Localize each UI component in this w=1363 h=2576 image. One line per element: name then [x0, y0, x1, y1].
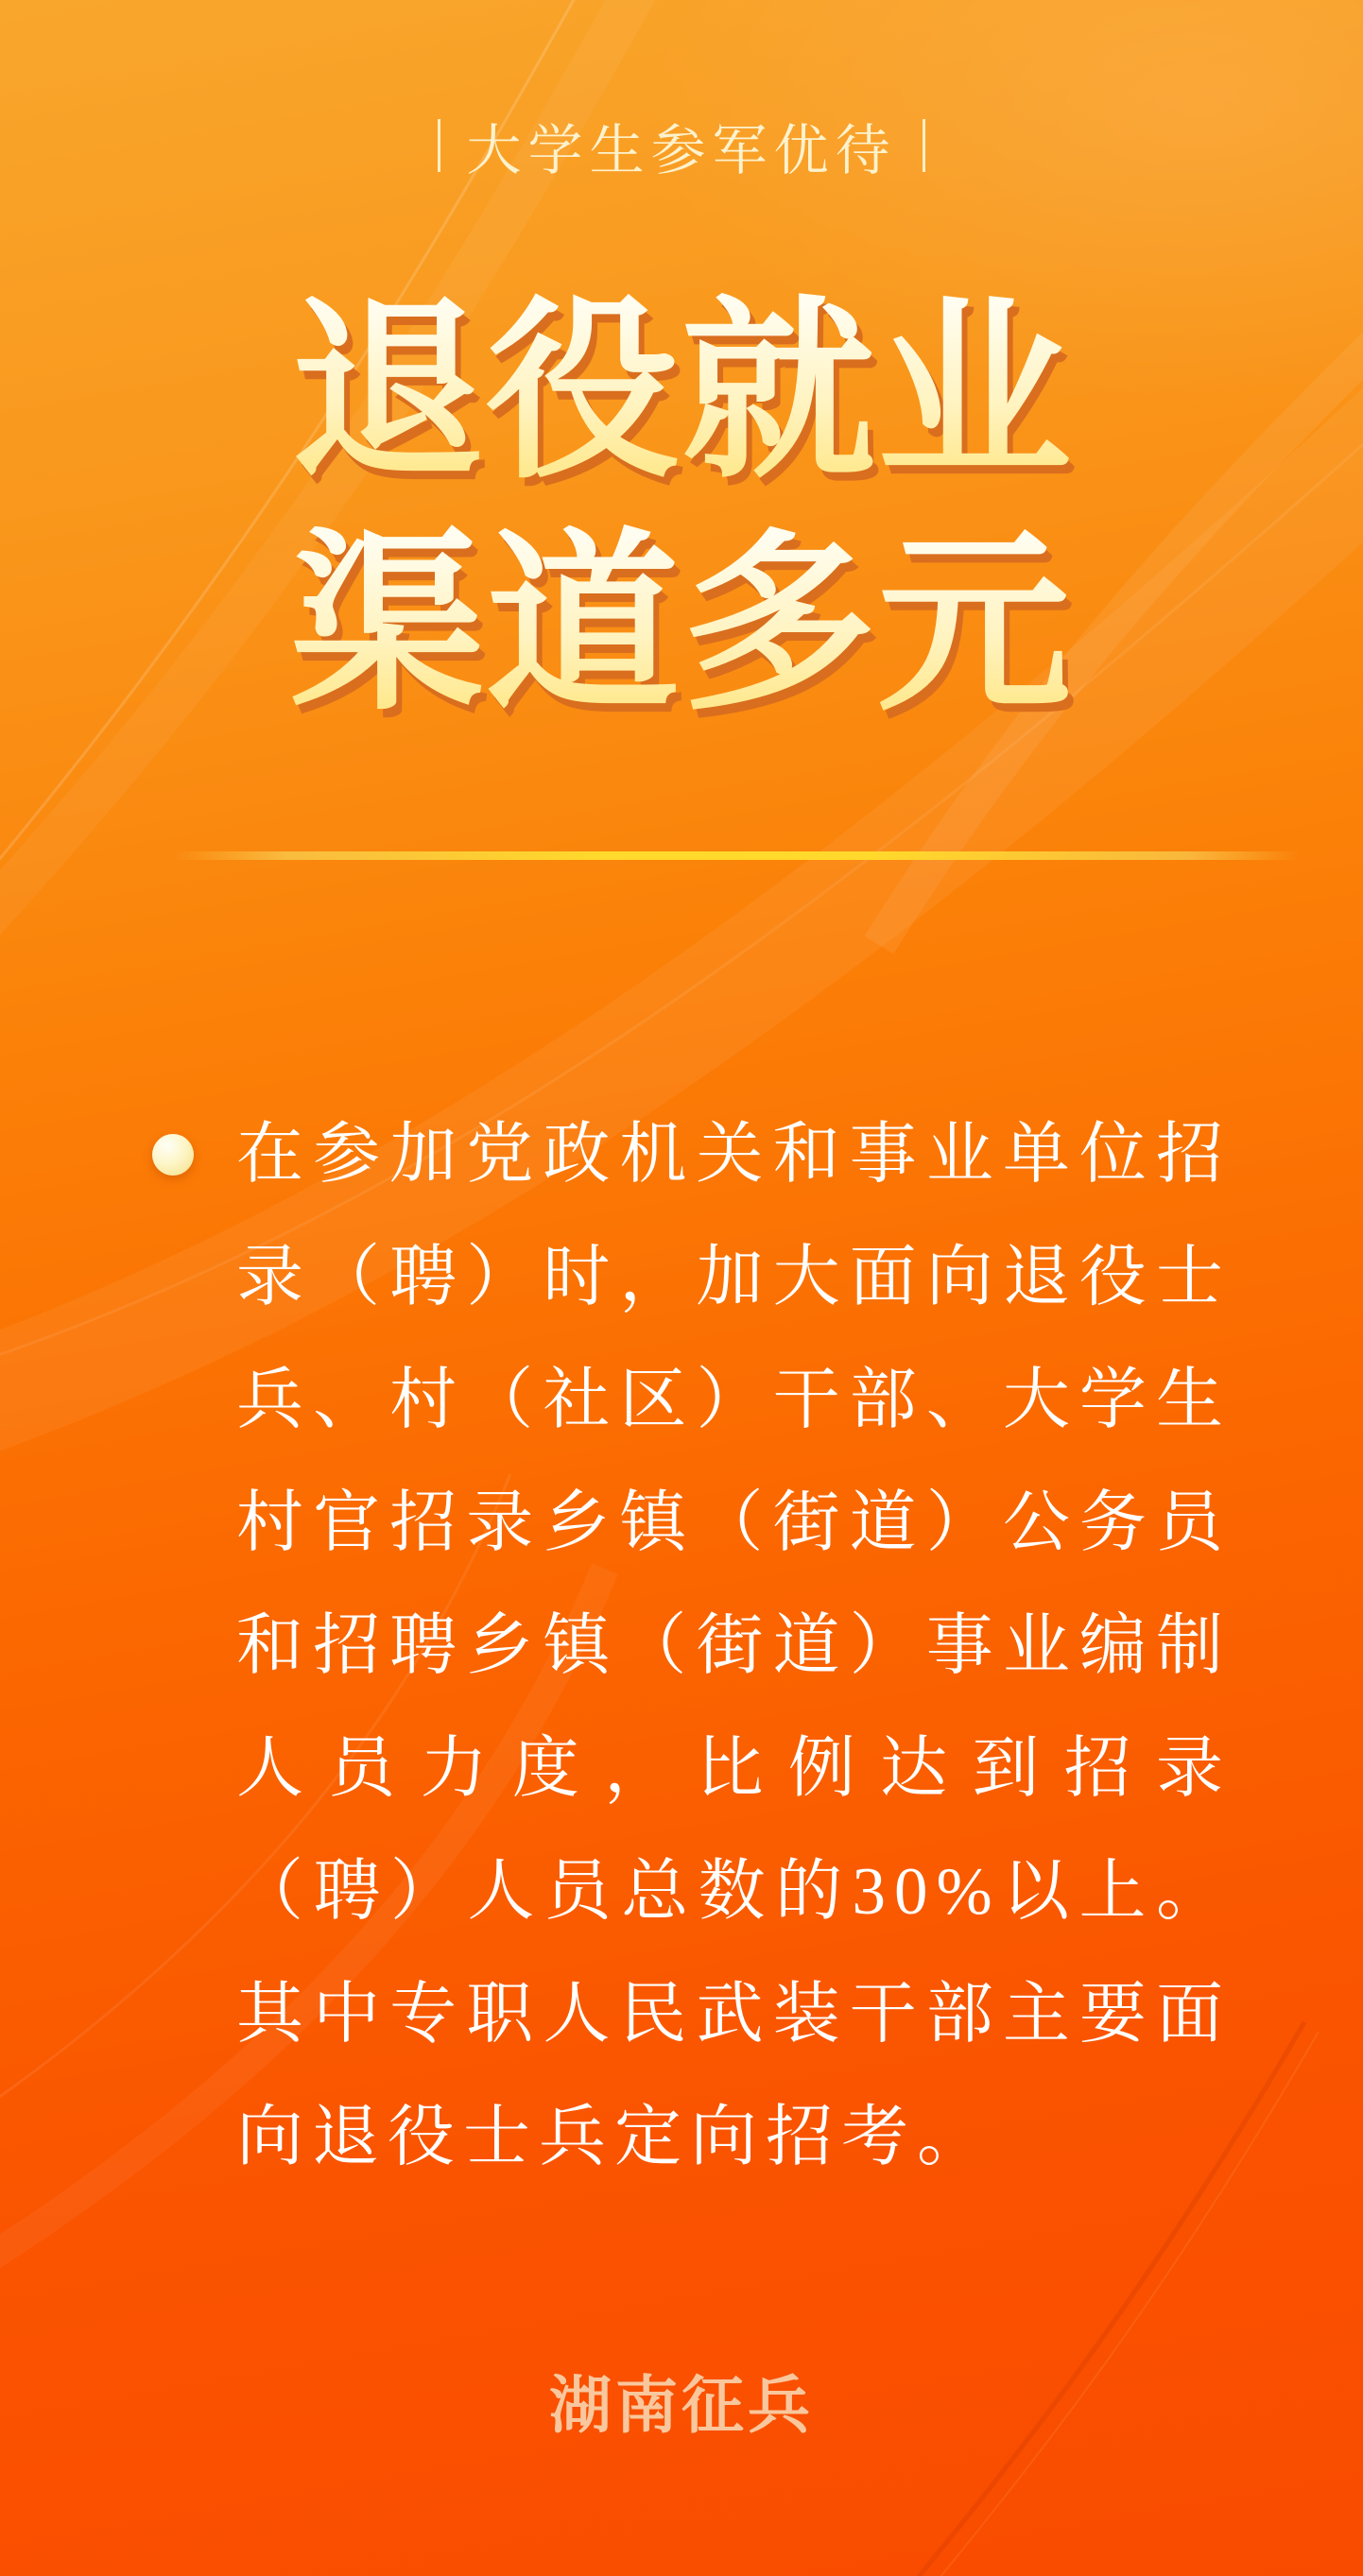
body-line: 录（聘）时，加大面向退役士 — [236, 1241, 1232, 1314]
gold-divider-line — [174, 851, 1301, 860]
body-line: 村官招录乡镇（街道）公务员 — [236, 1486, 1232, 1560]
body-line: 人员力度，比例达到招录 — [236, 1732, 1232, 1806]
body-line: 其中专职人民武装干部主要面 — [236, 1978, 1232, 2052]
hunan-recruitment-logo: 湖南征兵 — [549, 2370, 814, 2440]
body-line: 在参加党政机关和事业单位招 — [236, 1118, 1232, 1192]
tag-left-bar — [438, 119, 440, 172]
tag-right-bar — [923, 119, 925, 172]
bullet-dot — [152, 1134, 194, 1176]
body-line: 向退役士兵定向招考。 — [236, 2101, 993, 2174]
title-line-1: 退役就业 — [0, 276, 1363, 508]
body-line: 和招聘乡镇（街道）事业编制 — [236, 1609, 1232, 1683]
title-line-2: 渠道多元 — [0, 508, 1363, 741]
body-line: 兵、村（社区）干部、大学生 — [236, 1364, 1232, 1437]
header-tag-label: 大学生参军优待 — [466, 120, 897, 181]
body-line: （聘）人员总数的30%以上。 — [236, 1855, 1232, 1929]
header-tag — [0, 112, 1363, 180]
body-paragraph — [236, 1093, 1232, 2199]
page-title — [0, 276, 1363, 741]
